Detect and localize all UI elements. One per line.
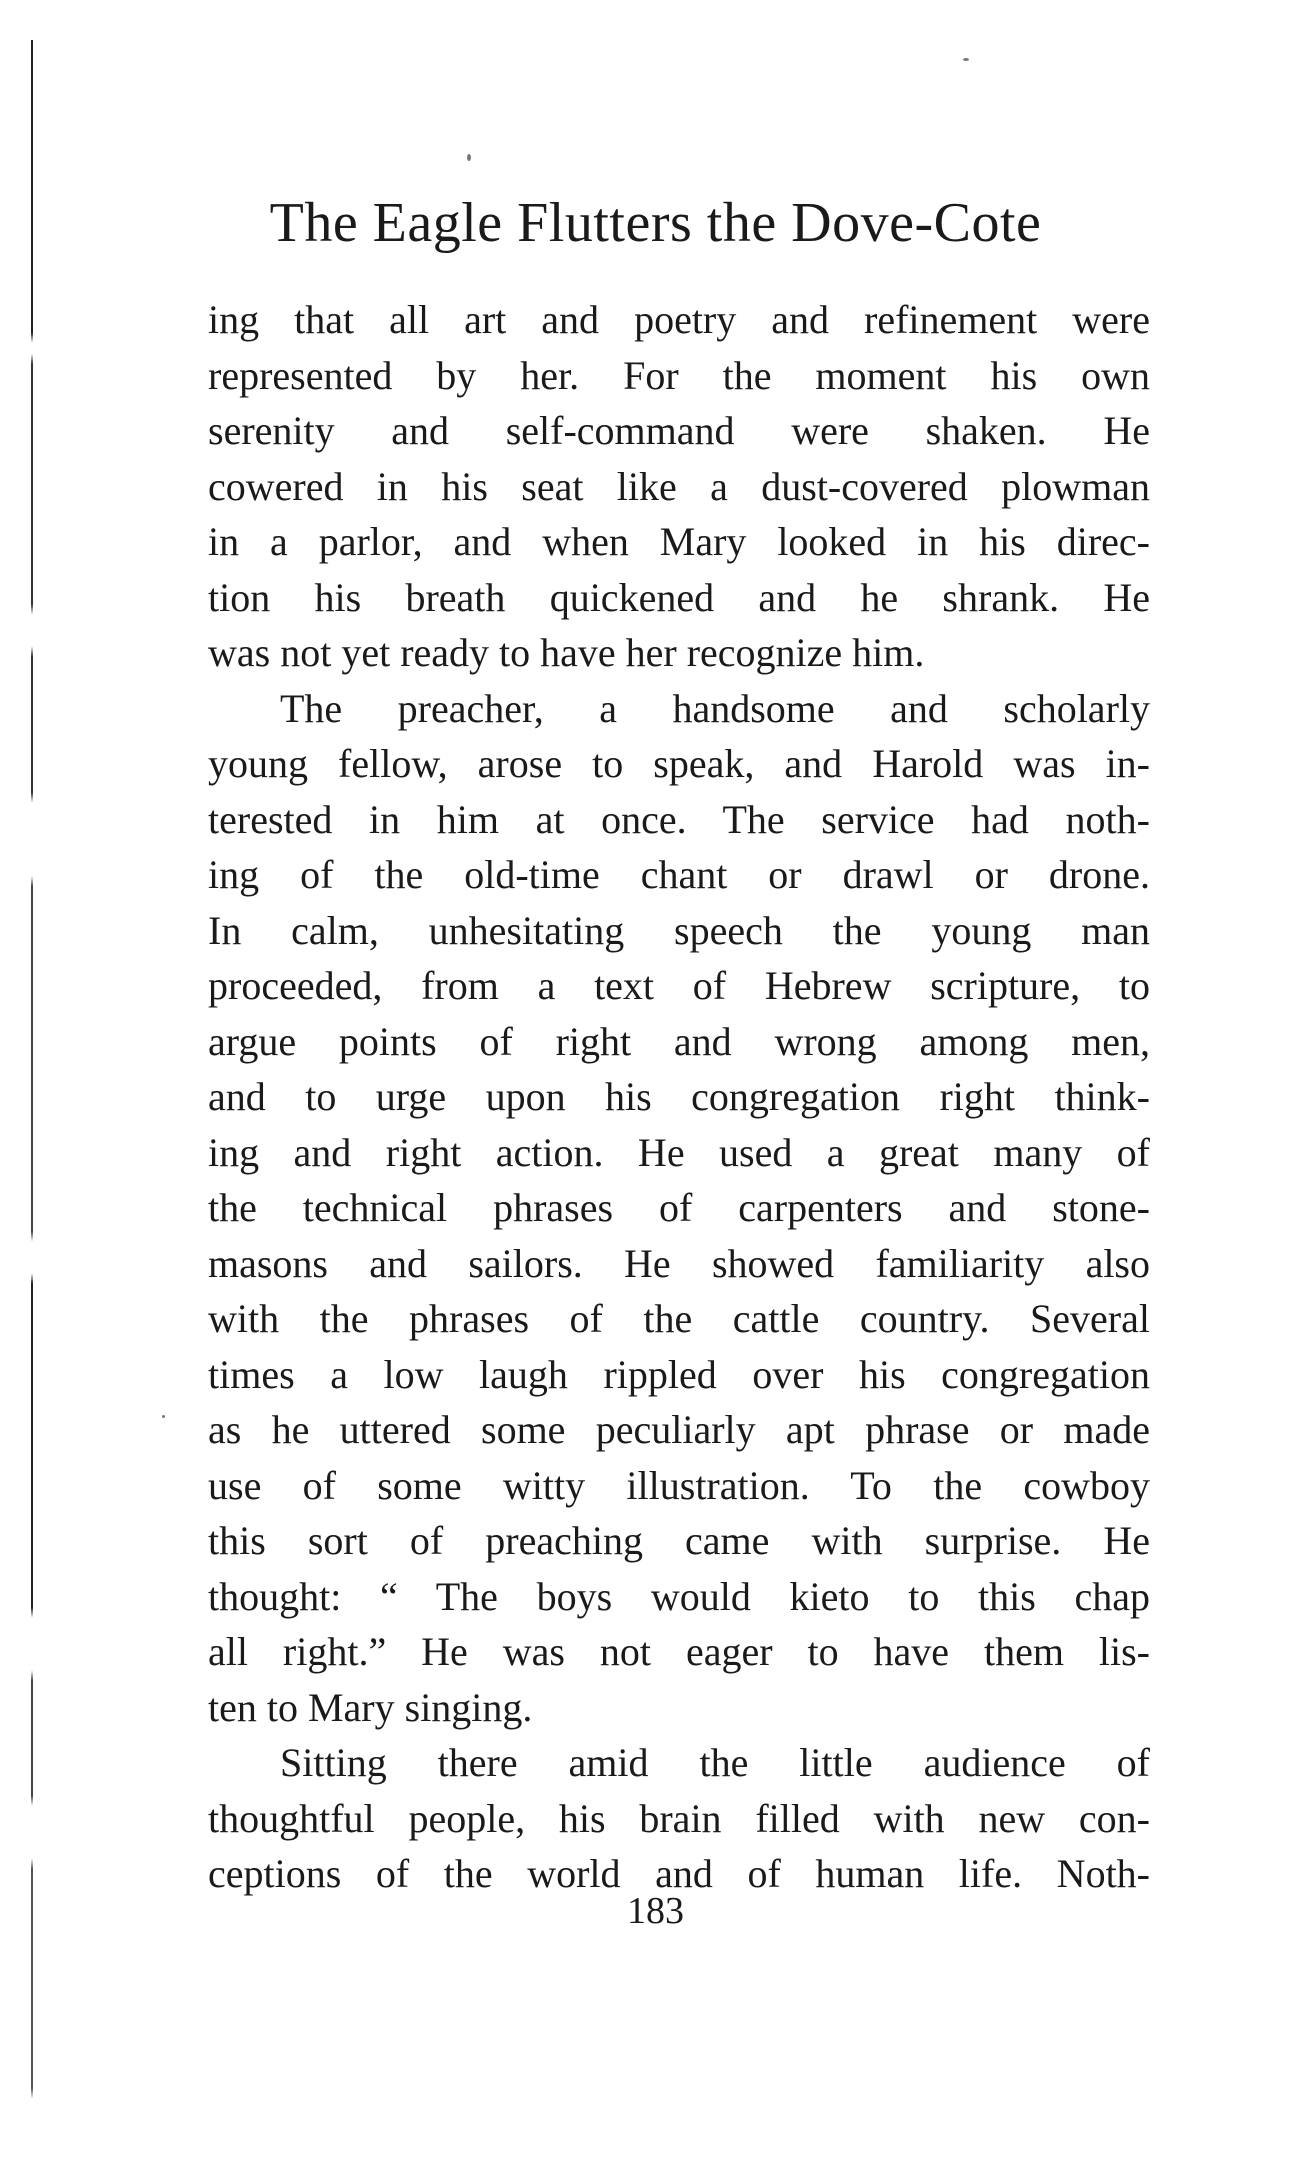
text-line: represented by her. For the moment his own bbox=[208, 352, 1150, 398]
body-text bbox=[208, 292, 1150, 1902]
text-line: In calm, unhesitating speech the young man bbox=[208, 907, 1150, 953]
text-line: with the phrases of the cattle country. Several bbox=[208, 1296, 1150, 1341]
text-line: The preacher, a handsome and scholarly bbox=[280, 685, 1150, 731]
text-line: thoughtful people, his brain filled with new con- bbox=[208, 1795, 1150, 1841]
ink-speck bbox=[963, 58, 969, 61]
text-line: ing and right action. He used a great many of bbox=[208, 1129, 1150, 1175]
text-line: in a parlor, and when Mary looked in his direc- bbox=[208, 519, 1150, 564]
text-line: ing of the old-time chant or drawl or drone. bbox=[208, 852, 1150, 897]
text-line: masons and sailors. He showed familiarity also bbox=[208, 1240, 1150, 1286]
text-line: ceptions of the world and of human life. Noth- bbox=[208, 1851, 1150, 1896]
scan-edge bbox=[31, 40, 33, 2130]
text-line: times a low laugh rippled over his congregation bbox=[208, 1351, 1150, 1397]
text-line: argue points of right and wrong among men, bbox=[208, 1018, 1150, 1064]
running-head: The Eagle Flutters the Dove-Cote bbox=[269, 192, 1042, 254]
text-line: tion his breath quickened and he shrank. He bbox=[208, 574, 1150, 620]
text-line: this sort of preaching came with surprise. He bbox=[208, 1518, 1150, 1563]
ink-speck bbox=[467, 154, 471, 161]
text-line: serenity and self-command were shaken. He bbox=[208, 408, 1150, 453]
ink-speck bbox=[162, 1415, 165, 1418]
text-line: the technical phrases of carpenters and stone- bbox=[208, 1185, 1150, 1230]
text-line: young fellow, arose to speak, and Harold was in- bbox=[208, 741, 1150, 786]
text-line: was not yet ready to have her recognize him. bbox=[208, 630, 925, 675]
page-number: 183 bbox=[627, 1890, 684, 1932]
text-line: ten to Mary singing. bbox=[208, 1684, 533, 1730]
text-line: use of some witty illustration. To the cowboy bbox=[208, 1462, 1150, 1508]
text-line: all right.” He was not eager to have them lis- bbox=[208, 1629, 1150, 1674]
text-line: Sitting there amid the little audience of bbox=[280, 1740, 1150, 1785]
text-line: ing that all art and poetry and refinement were bbox=[208, 297, 1150, 342]
text-line: thought: “ The boys would kieto to this chap bbox=[208, 1573, 1150, 1619]
text-line: proceeded, from a text of Hebrew scripture, to bbox=[208, 963, 1150, 1008]
text-line: terested in him at once. The service had noth- bbox=[208, 796, 1150, 842]
text-line: cowered in his seat like a dust-covered plowman bbox=[208, 463, 1150, 509]
text-line: and to urge upon his congregation right think- bbox=[208, 1074, 1150, 1119]
text-line: as he uttered some peculiarly apt phrase or made bbox=[208, 1407, 1150, 1452]
